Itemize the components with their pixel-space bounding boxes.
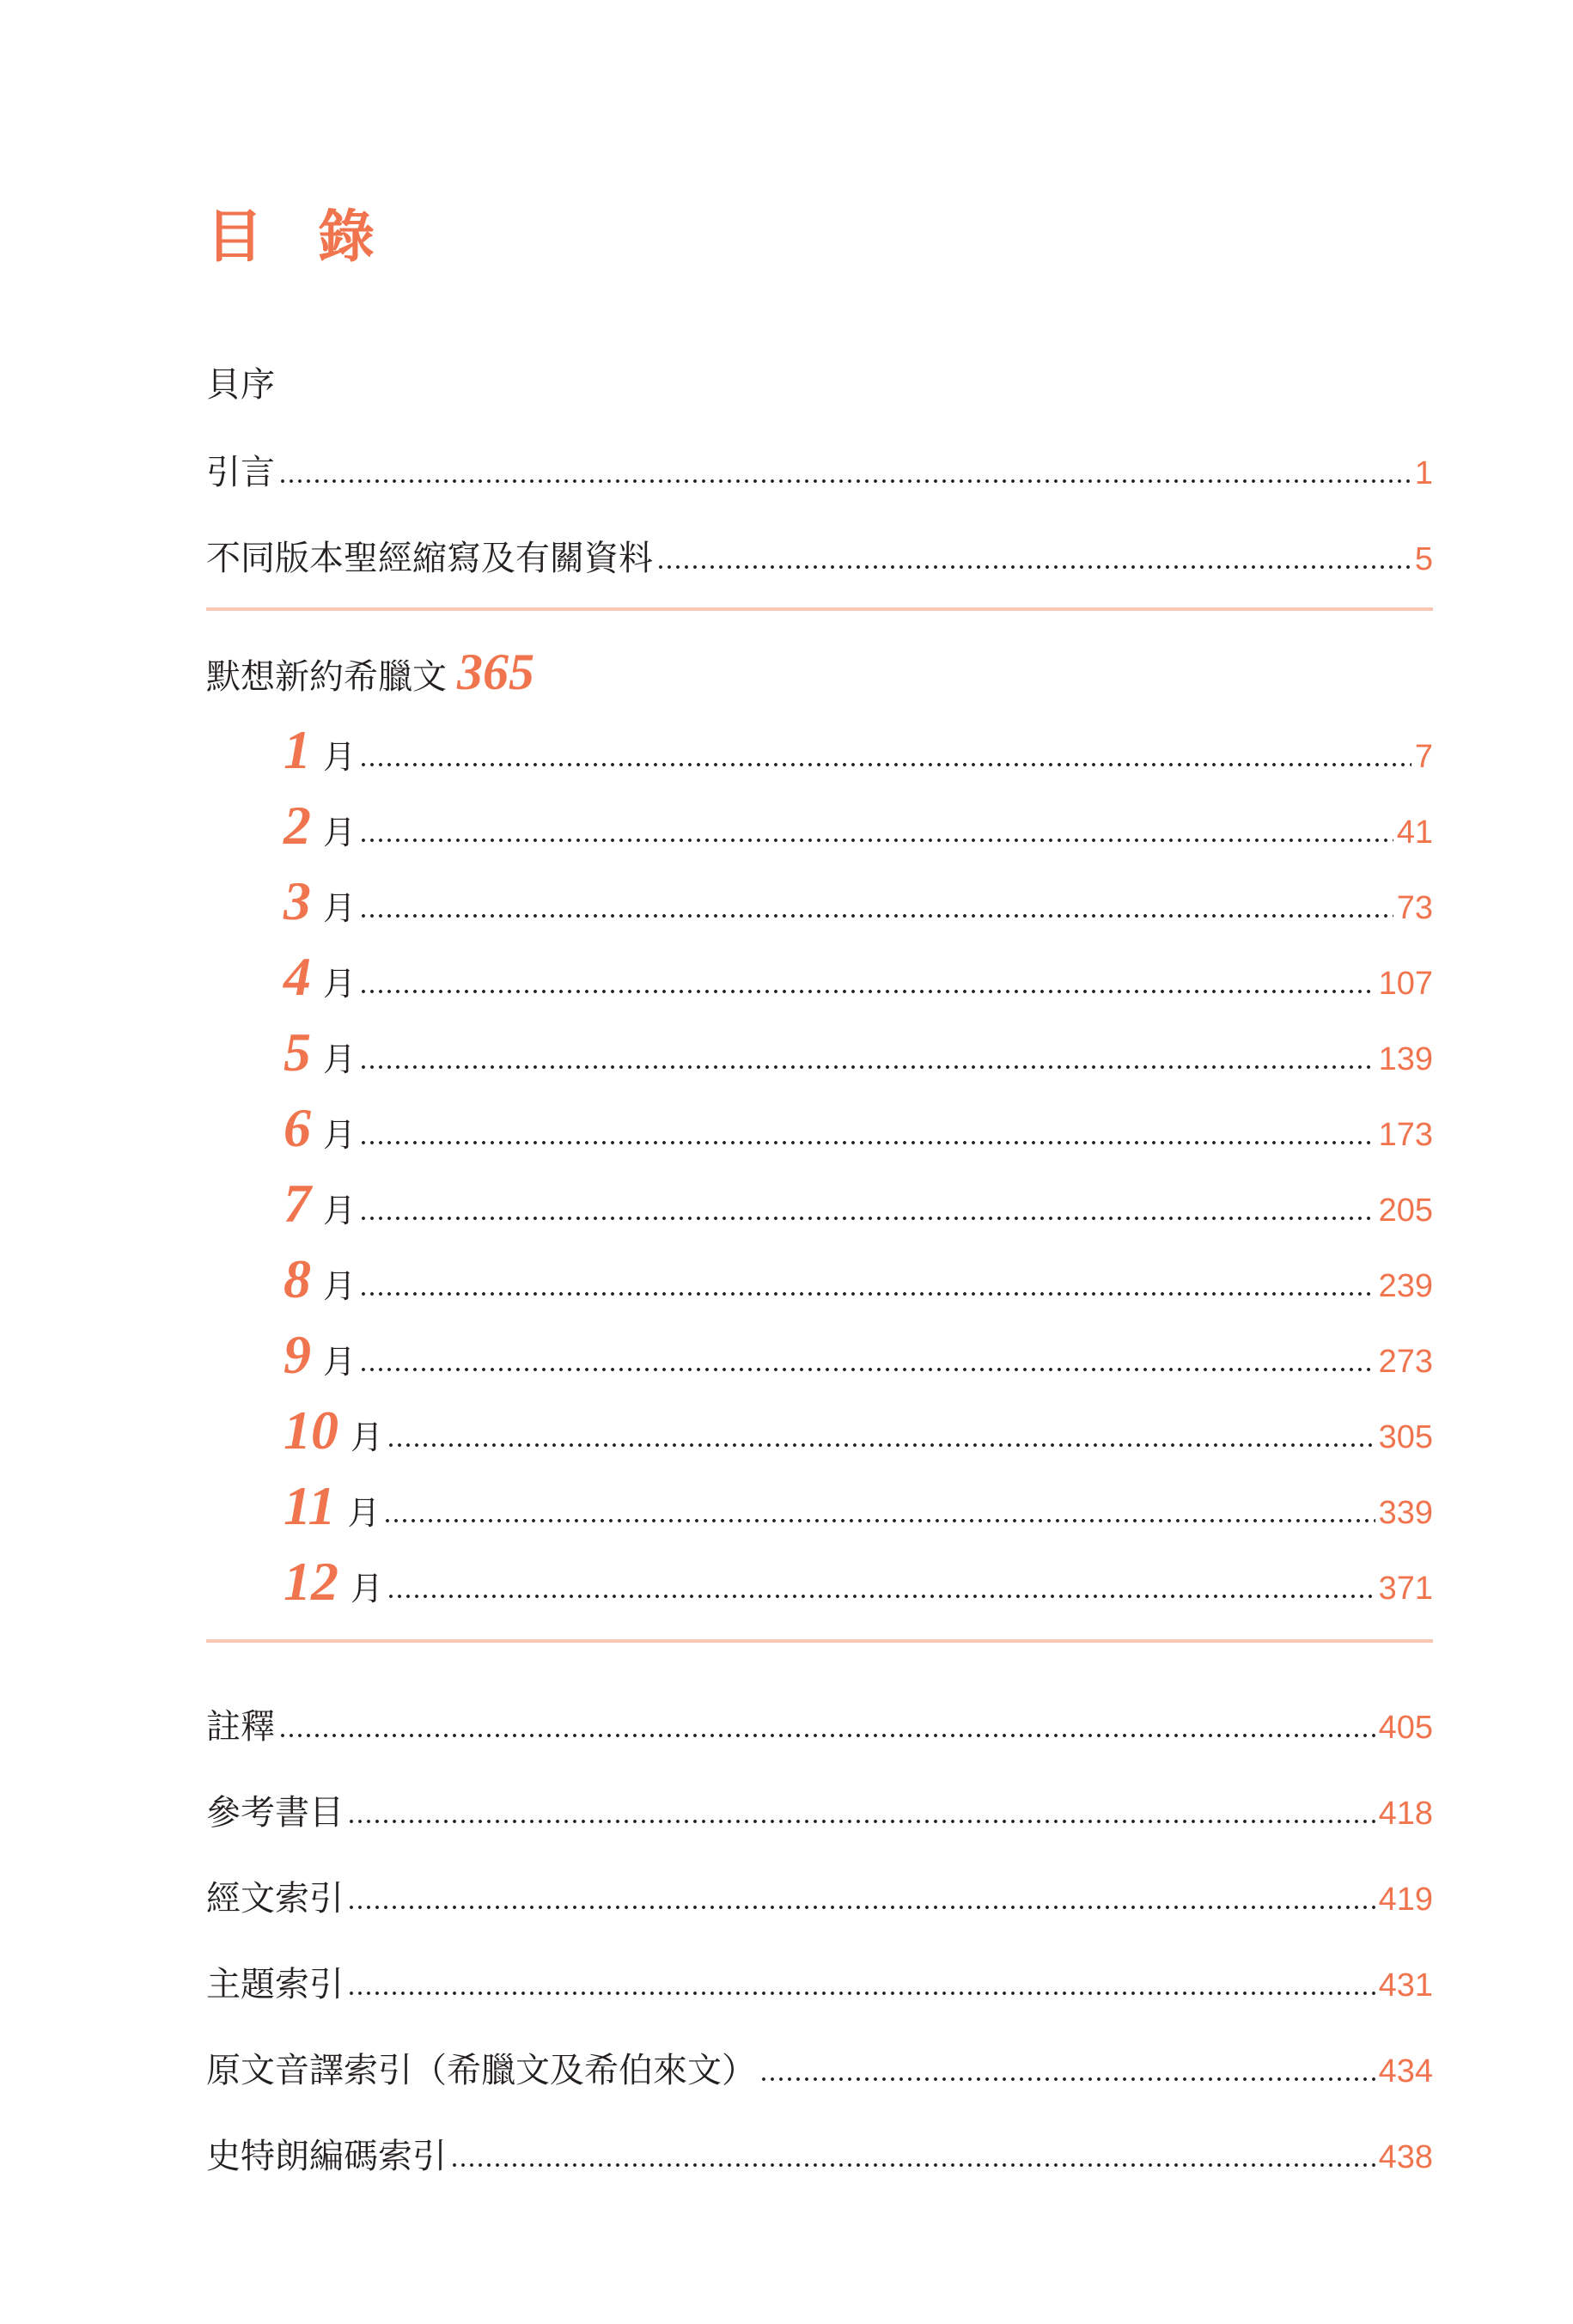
dot-leader <box>387 1593 1375 1600</box>
toc-entry-page: 7 <box>1414 739 1433 775</box>
month-number: 4 <box>284 945 311 1007</box>
toc-entry-page: 431 <box>1378 1967 1433 2004</box>
toc-entry-page: 438 <box>1378 2139 1433 2175</box>
dot-leader <box>359 837 1393 844</box>
page-title-char-2: 錄 <box>318 204 375 270</box>
dot-leader <box>656 564 1411 570</box>
toc-entry-month-1[interactable] <box>284 713 1433 780</box>
toc-entry-page: 107 <box>1378 966 1433 1002</box>
month-suffix: 月 <box>323 1192 357 1229</box>
toc-entry-label: 引言 <box>206 453 275 492</box>
toc-entry-page: 139 <box>1378 1041 1433 1077</box>
dot-leader <box>359 1064 1375 1071</box>
dot-leader <box>359 988 1375 995</box>
toc-entry-notes[interactable] <box>206 1684 1433 1747</box>
dot-leader <box>387 1442 1375 1449</box>
dot-leader <box>450 2162 1375 2168</box>
toc-entry-label: 主題索引 <box>206 1965 344 2004</box>
month-number: 5 <box>284 1021 311 1083</box>
month-number: 3 <box>284 869 311 931</box>
dot-leader <box>359 912 1393 919</box>
month-suffix: 月 <box>323 814 357 851</box>
dot-leader <box>359 1215 1375 1222</box>
dot-leader <box>347 1818 1375 1825</box>
dot-leader <box>383 1517 1375 1524</box>
month-number: 6 <box>284 1096 311 1158</box>
toc-entry-month-10[interactable] <box>284 1394 1433 1461</box>
toc-entry-label: 原文音譯索引（希臘文及希伯來文） <box>206 2051 756 2090</box>
month-suffix: 月 <box>351 1418 384 1456</box>
section-heading <box>206 634 534 700</box>
dot-leader <box>278 478 1411 485</box>
toc-entry-month-9[interactable] <box>284 1318 1433 1385</box>
toc-entry-month-5[interactable] <box>284 1016 1433 1083</box>
month-number: 1 <box>284 718 311 780</box>
month-suffix: 月 <box>323 1116 357 1154</box>
toc-entry-preface[interactable] <box>206 342 1433 405</box>
section-heading-label: 默想新約希臘文 <box>206 657 447 697</box>
toc-entry-page: 205 <box>1378 1192 1433 1229</box>
toc-entry-bibliography[interactable] <box>206 1770 1433 1833</box>
toc-entry-abbreviations[interactable] <box>206 515 1433 576</box>
section-heading-number: 365 <box>457 644 534 700</box>
toc-entry-scripture-index[interactable] <box>206 1856 1433 1916</box>
toc-entry-strongs-index[interactable] <box>206 2114 1433 2174</box>
month-number: 12 <box>284 1550 338 1612</box>
month-suffix: 月 <box>351 1570 384 1607</box>
toc-entry-month-4[interactable] <box>284 940 1433 1007</box>
toc-entry-label: 史特朗編碼索引 <box>206 2137 447 2176</box>
month-suffix: 月 <box>323 1343 357 1381</box>
toc-entry-page: 173 <box>1378 1117 1433 1153</box>
toc-entry-month-12[interactable] <box>284 1545 1433 1612</box>
toc-entry-month-2[interactable] <box>284 789 1433 856</box>
dot-leader <box>359 761 1411 768</box>
dot-leader <box>278 1732 1375 1739</box>
dot-leader <box>347 1990 1375 1997</box>
month-number: 10 <box>284 1399 338 1461</box>
month-number: 11 <box>284 1474 336 1536</box>
month-suffix: 月 <box>323 1267 357 1305</box>
toc-entry-label: 貝序 <box>206 365 275 405</box>
toc-entry-introduction[interactable] <box>206 430 1433 490</box>
toc-entry-month-11[interactable] <box>284 1469 1433 1536</box>
toc-entry-page: 405 <box>1378 1710 1433 1746</box>
month-suffix: 月 <box>323 965 357 1003</box>
dot-leader <box>359 1139 1375 1146</box>
section-divider <box>206 607 1433 611</box>
toc-entry-month-6[interactable] <box>284 1091 1433 1158</box>
toc-entry-page: 273 <box>1378 1344 1433 1380</box>
toc-entry-label: 註釋 <box>206 1707 275 1747</box>
dot-leader <box>359 1290 1375 1297</box>
toc-entry-label: 經文索引 <box>206 1879 344 1918</box>
section-divider <box>206 1639 1433 1643</box>
toc-entry-label: 參考書目 <box>206 1793 344 1833</box>
toc-entry-month-7[interactable] <box>284 1167 1433 1234</box>
toc-entry-subject-index[interactable] <box>206 1942 1433 2002</box>
toc-entry-page: 418 <box>1378 1796 1433 1832</box>
page-title <box>206 191 375 272</box>
month-suffix: 月 <box>323 738 357 776</box>
month-number: 2 <box>284 794 311 856</box>
dot-leader <box>759 2076 1375 2083</box>
toc-entry-page: 371 <box>1378 1571 1433 1607</box>
month-number: 7 <box>284 1172 311 1234</box>
toc-entry-page: 305 <box>1378 1419 1433 1455</box>
toc-entry-page: 339 <box>1378 1495 1433 1531</box>
month-number: 8 <box>284 1247 311 1309</box>
toc-entry-transliteration-index[interactable] <box>206 2028 1433 2088</box>
toc-entry-page: 5 <box>1414 541 1433 577</box>
page-title-char-1: 目 <box>206 204 263 270</box>
toc-entry-page: 41 <box>1396 814 1433 851</box>
toc-entry-page: 434 <box>1378 2053 1433 2089</box>
toc-entry-label: 不同版本聖經縮寫及有關資料 <box>206 539 653 578</box>
toc-entry-page: 239 <box>1378 1268 1433 1304</box>
toc-entry-month-3[interactable] <box>284 864 1433 931</box>
toc-entry-month-8[interactable] <box>284 1242 1433 1309</box>
dot-leader <box>347 1904 1375 1911</box>
month-suffix: 月 <box>347 1494 381 1532</box>
month-suffix: 月 <box>323 1040 357 1078</box>
toc-entry-page: 73 <box>1396 890 1433 926</box>
toc-entry-page: 419 <box>1378 1882 1433 1918</box>
month-number: 9 <box>284 1323 311 1385</box>
toc-entry-page: 1 <box>1414 455 1433 491</box>
month-suffix: 月 <box>323 889 357 927</box>
dot-leader <box>359 1366 1375 1373</box>
